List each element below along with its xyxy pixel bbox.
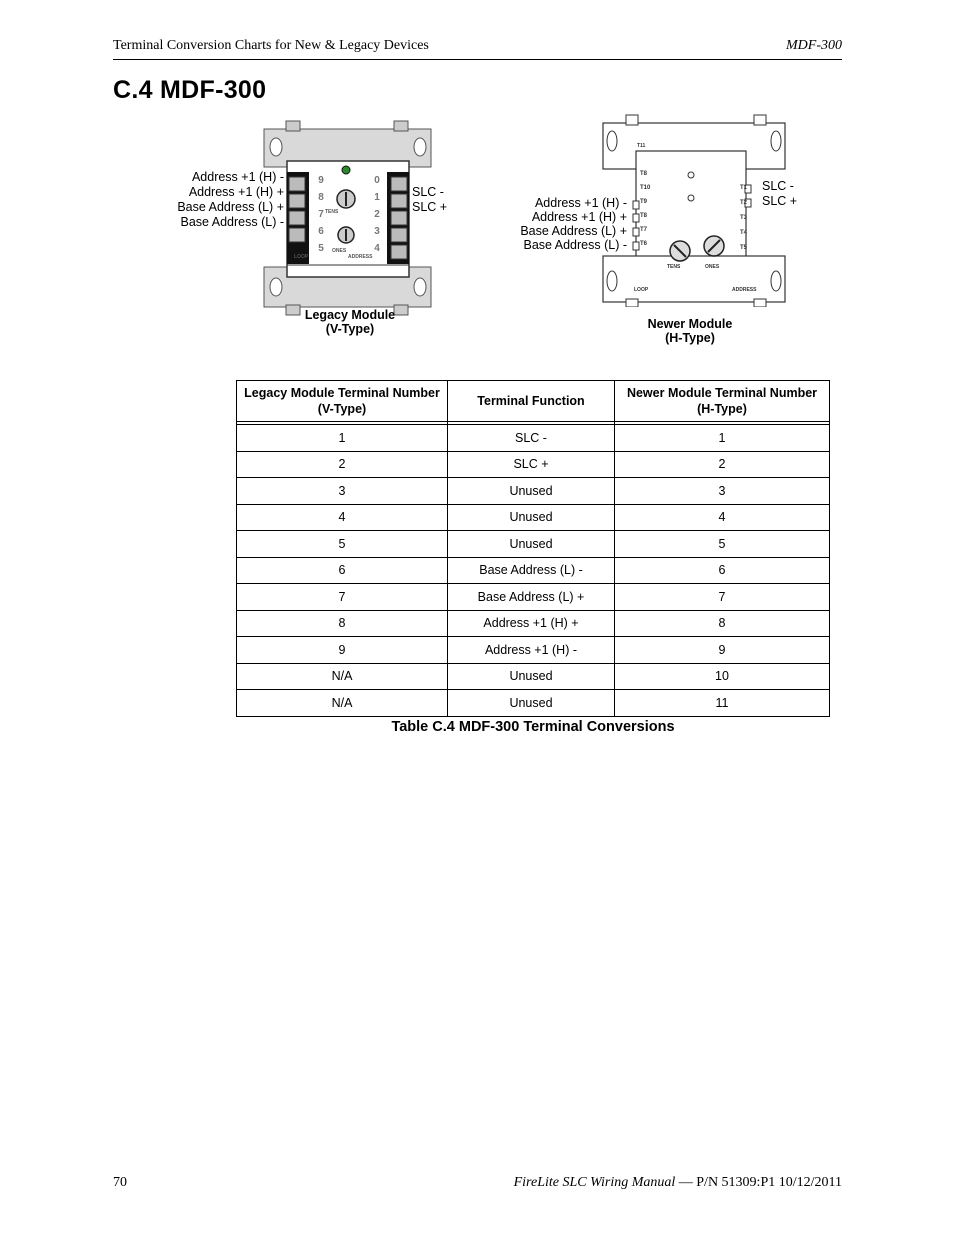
table-row bbox=[237, 557, 830, 584]
table-row bbox=[237, 690, 830, 717]
cell-legacy-terminal: N/A bbox=[237, 690, 448, 717]
header-function-line1: Terminal Function bbox=[477, 394, 585, 408]
table-header-row bbox=[237, 381, 830, 422]
section-title: C.4 MDF-300 bbox=[113, 76, 267, 104]
table-row bbox=[237, 663, 830, 690]
cell-legacy-terminal: 6 bbox=[237, 557, 448, 584]
cell-terminal-function: Address +1 (H) - bbox=[448, 637, 615, 664]
cell-terminal-function: Base Address (L) + bbox=[448, 584, 615, 611]
newer-label-slc-plus: SLC + bbox=[762, 194, 798, 208]
cell-terminal-function: Unused bbox=[448, 504, 615, 531]
legacy-ones-label: ONES bbox=[332, 248, 347, 254]
legacy-label-addr-h-minus: Address +1 (H) - bbox=[191, 170, 284, 184]
newer-caption-line1: Newer Module bbox=[647, 317, 733, 331]
legacy-terminal-0: 0 bbox=[374, 175, 380, 186]
legacy-label-slc-plus: SLC + bbox=[412, 200, 448, 214]
newer-label-addr-h-minus: Address +1 (H) - bbox=[534, 196, 627, 210]
cell-newer-terminal: 11 bbox=[615, 690, 830, 717]
table-row bbox=[237, 637, 830, 664]
page-number: 70 bbox=[113, 1175, 127, 1190]
table-row bbox=[237, 531, 830, 558]
cell-newer-terminal: 3 bbox=[615, 478, 830, 505]
cell-terminal-function: Base Address (L) - bbox=[448, 557, 615, 584]
newer-terminal-t8-top: T8 bbox=[640, 171, 648, 177]
legacy-label-base-l-plus: Base Address (L) + bbox=[177, 200, 284, 214]
newer-terminal-t8: T8 bbox=[640, 213, 648, 219]
newer-left-labels bbox=[520, 196, 627, 252]
cell-terminal-function: Unused bbox=[448, 663, 615, 690]
cell-newer-terminal: 5 bbox=[615, 531, 830, 558]
cell-terminal-function: Unused bbox=[448, 531, 615, 558]
newer-label-base-l-plus: Base Address (L) + bbox=[520, 224, 627, 238]
legacy-right-labels bbox=[412, 185, 447, 215]
header-newer bbox=[615, 381, 830, 422]
table-body bbox=[237, 422, 830, 717]
running-header-model: MDF-300 bbox=[786, 38, 842, 53]
newer-loop-label: LOOP bbox=[634, 287, 649, 293]
header-newer-line1: Newer Module Terminal Number bbox=[626, 386, 818, 400]
header-legacy-line1: Legacy Module Terminal Number bbox=[244, 386, 440, 400]
legacy-terminal-6: 6 bbox=[318, 226, 324, 237]
legacy-terminal-5: 5 bbox=[318, 243, 324, 254]
newer-terminal-t4: T4 bbox=[740, 230, 748, 236]
cell-legacy-terminal: 2 bbox=[237, 451, 448, 478]
header-newer-line2: (H-Type) bbox=[697, 402, 747, 416]
legacy-caption bbox=[280, 308, 420, 336]
newer-terminal-t2: T2 bbox=[740, 200, 748, 206]
table-row bbox=[237, 584, 830, 611]
cell-legacy-terminal: 7 bbox=[237, 584, 448, 611]
table-row bbox=[237, 478, 830, 505]
cell-newer-terminal: 6 bbox=[615, 557, 830, 584]
legacy-module-drawing bbox=[260, 117, 540, 317]
cell-legacy-terminal: N/A bbox=[237, 663, 448, 690]
newer-terminal-t3: T3 bbox=[740, 215, 748, 221]
legacy-label-base-l-minus: Base Address (L) - bbox=[180, 215, 284, 229]
table-row bbox=[237, 425, 830, 452]
cell-newer-terminal: 7 bbox=[615, 584, 830, 611]
footer-part-info: — P/N 51309:P1 10/12/2011 bbox=[675, 1175, 842, 1190]
newer-right-terminals bbox=[740, 181, 747, 256]
running-header-title: Terminal Conversion Charts for New & Legacy Devices bbox=[113, 38, 429, 53]
legacy-terminal-8: 8 bbox=[318, 192, 324, 203]
cell-legacy-terminal: 8 bbox=[237, 610, 448, 637]
legacy-caption-line2: (V-Type) bbox=[325, 322, 375, 336]
newer-terminal-t9: T9 bbox=[640, 199, 648, 205]
cell-legacy-terminal: 4 bbox=[237, 504, 448, 531]
cell-terminal-function: Unused bbox=[448, 478, 615, 505]
cell-newer-terminal: 10 bbox=[615, 663, 830, 690]
legacy-terminal-4: 4 bbox=[374, 243, 380, 254]
newer-left-terminals bbox=[640, 167, 650, 251]
legacy-loop-label: LOOP bbox=[294, 254, 309, 260]
cell-legacy-terminal: 5 bbox=[237, 531, 448, 558]
legacy-terminal-3: 3 bbox=[374, 226, 380, 237]
newer-terminal-t5: T5 bbox=[740, 245, 748, 251]
cell-newer-terminal: 9 bbox=[615, 637, 830, 664]
legacy-tens-label: TENS bbox=[325, 209, 339, 215]
newer-ones-label: ONES bbox=[705, 264, 720, 270]
newer-caption-line2: (H-Type) bbox=[665, 331, 715, 345]
cell-legacy-terminal: 1 bbox=[237, 425, 448, 452]
legacy-label-addr-h-plus: Address +1 (H) + bbox=[188, 185, 284, 199]
cell-newer-terminal: 4 bbox=[615, 504, 830, 531]
legacy-caption-line1: Legacy Module bbox=[304, 308, 396, 322]
footer-manual-info bbox=[514, 1175, 842, 1191]
newer-terminal-t11: T11 bbox=[637, 143, 646, 149]
legacy-label-slc-minus: SLC - bbox=[412, 185, 444, 199]
newer-caption bbox=[620, 317, 760, 345]
cell-newer-terminal: 2 bbox=[615, 451, 830, 478]
newer-terminal-t10: T10 bbox=[640, 185, 651, 191]
footer-manual-title: FireLite SLC Wiring Manual bbox=[513, 1175, 676, 1190]
legacy-terminal-2: 2 bbox=[374, 209, 380, 220]
cell-newer-terminal: 8 bbox=[615, 610, 830, 637]
newer-terminal-t7: T7 bbox=[640, 227, 648, 233]
newer-address-label: ADDRESS bbox=[732, 287, 757, 293]
cell-newer-terminal: 1 bbox=[615, 425, 830, 452]
cell-terminal-function: SLC - bbox=[448, 425, 615, 452]
table-row bbox=[237, 504, 830, 531]
table-caption: Table C.4 MDF-300 Terminal Conversions bbox=[391, 719, 675, 735]
newer-tens-label: TENS bbox=[667, 264, 681, 270]
cell-terminal-function: Unused bbox=[448, 690, 615, 717]
legacy-terminal-1: 1 bbox=[374, 192, 380, 203]
legacy-terminal-9: 9 bbox=[318, 175, 324, 186]
cell-legacy-terminal: 3 bbox=[237, 478, 448, 505]
newer-right-labels bbox=[762, 179, 797, 209]
newer-terminal-t6: T6 bbox=[640, 241, 648, 247]
header-legacy-line2: (V-Type) bbox=[317, 402, 367, 416]
table-row bbox=[237, 451, 830, 478]
newer-terminal-t1: T1 bbox=[740, 185, 748, 191]
newer-label-base-l-minus: Base Address (L) - bbox=[523, 238, 627, 252]
newer-label-addr-h-plus: Address +1 (H) + bbox=[531, 210, 627, 224]
header-rule bbox=[113, 59, 842, 60]
cell-legacy-terminal: 9 bbox=[237, 637, 448, 664]
legacy-address-label: ADDRESS bbox=[348, 254, 373, 260]
legacy-left-labels bbox=[177, 170, 284, 230]
cell-terminal-function: Address +1 (H) + bbox=[448, 610, 615, 637]
header-legacy bbox=[237, 381, 448, 422]
legacy-terminal-7: 7 bbox=[318, 209, 324, 220]
module-figure bbox=[160, 105, 820, 365]
table-row bbox=[237, 610, 830, 637]
header-function bbox=[448, 381, 615, 422]
newer-label-slc-minus: SLC - bbox=[762, 179, 794, 193]
terminal-conversion-table bbox=[236, 380, 830, 717]
cell-terminal-function: SLC + bbox=[448, 451, 615, 478]
